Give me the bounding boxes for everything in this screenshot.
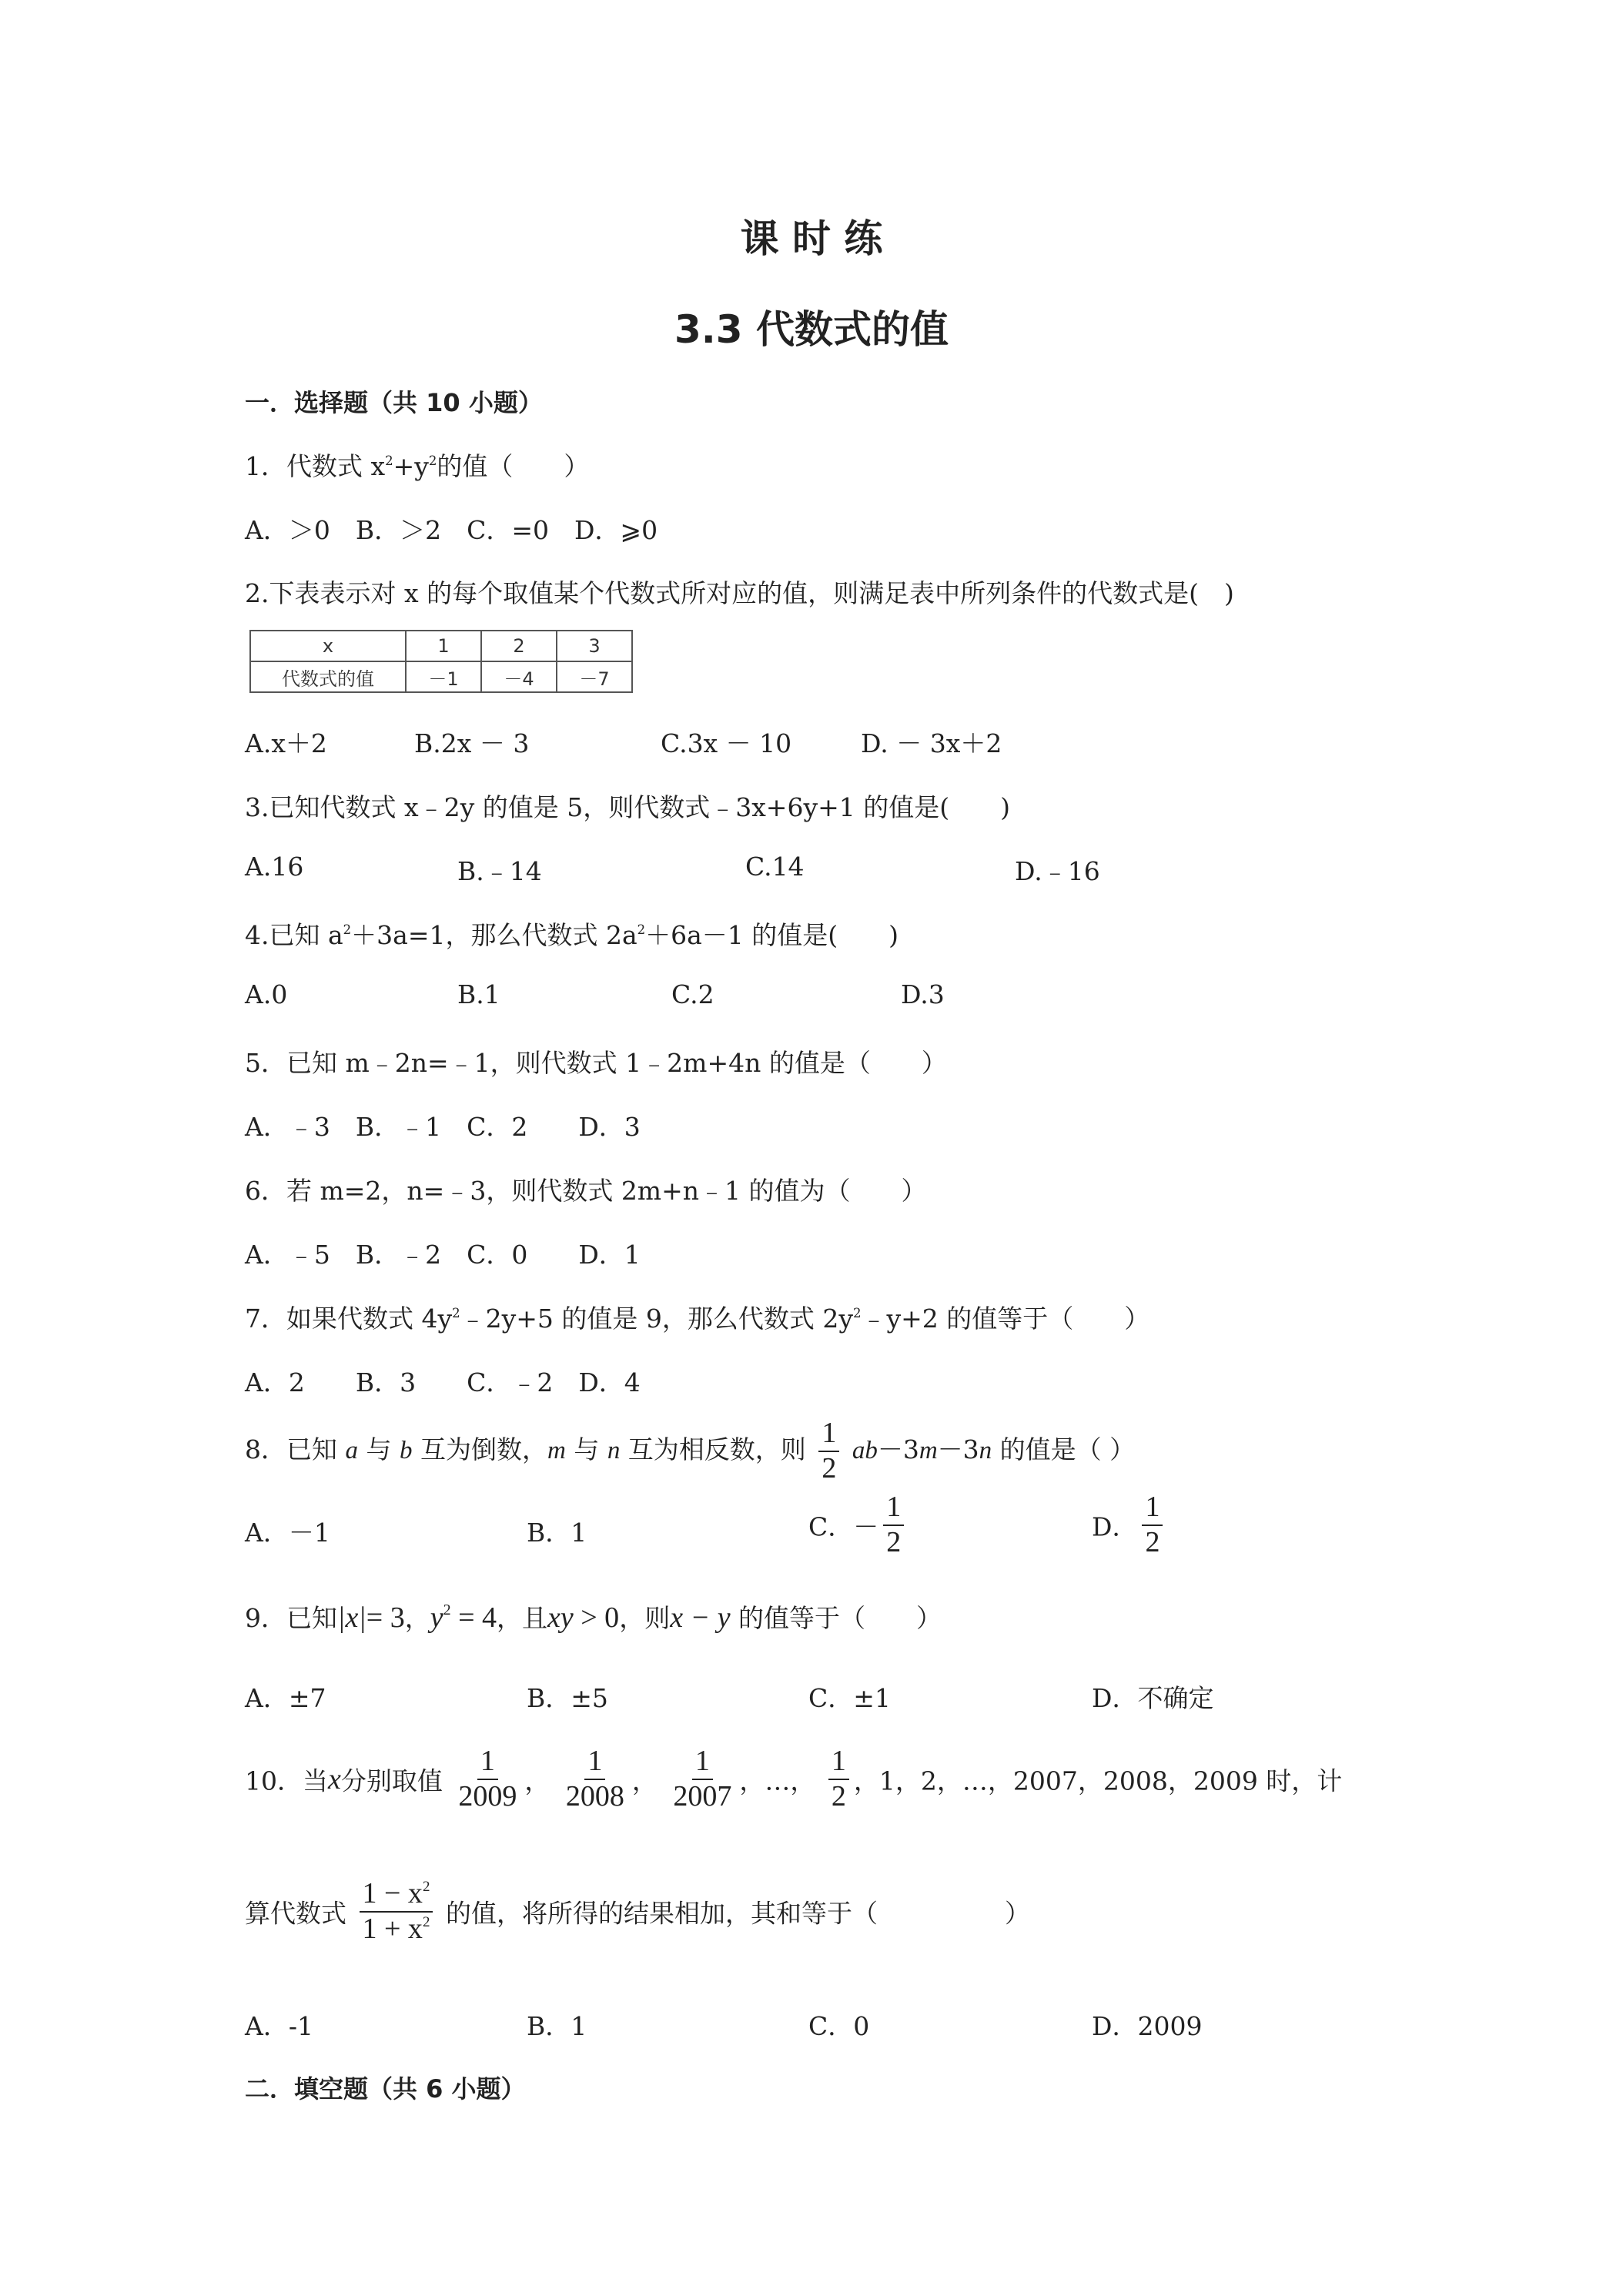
question-10-line-2: 算代数式 $\frac{1 - x^2}{1 + x^2}$ 的值，将所得的结果相加，其和等于（ ）: [245, 1877, 1030, 1945]
question-3: 3.已知代数式 x﹣2y 的值是 5，则代数式﹣3x+6y+1 的值是( ): [245, 792, 1010, 822]
question-7: 7．如果代数式 $4y^2﹣2y+5$ 的值是 9，那么代数式 $2y^2﹣y+2$ 的值等于（ ）: [245, 1304, 1150, 1334]
table-cell: －7: [557, 661, 632, 692]
q4-option-a: A.0: [245, 979, 288, 1009]
page-title: 课 时 练: [740, 216, 883, 261]
q9-option-c: C．±1: [808, 1683, 891, 1713]
question-5: 5．已知 m﹣2n=﹣1，则代数式 1﹣2m+4n 的值是（ ）: [245, 1048, 947, 1078]
section-2-title: 二．填空题（共 6 小题）: [245, 2074, 526, 2104]
question-4: 4.已知 $a^2+3a=1$，那么代数式 $2a^2+6a-1$ 的值是( ): [245, 920, 899, 950]
q9-option-a: A．±7: [245, 1683, 326, 1713]
q10-option-c: C．0: [808, 2011, 870, 2041]
table-cell: 3: [557, 631, 632, 661]
table-row: [250, 661, 632, 692]
q3-option-d: D.﹣16: [1015, 856, 1100, 886]
q10-option-d: D．2009: [1092, 2011, 1203, 2041]
question-10: 10．当x分别取值 $\frac{1}{2009}$ ， $\frac{1}{2008}$ ， $\frac{1}{2007}$ ，…， $\frac{1}{2}$ ，1，2，…，2007，2008，2009 时，计: [245, 1745, 1343, 1812]
table-row: [250, 631, 632, 661]
q7-options: A．2 B．3 C．﹣2 D．4: [245, 1367, 641, 1397]
table-cell: x: [250, 631, 406, 661]
q8-option-c: C．－ $\frac{1}{2}$: [808, 1492, 909, 1558]
q4-option-d: D.3: [901, 979, 945, 1009]
section-1-title: 一．选择题（共 10 小题）: [245, 388, 543, 417]
table-cell: －1: [406, 661, 481, 692]
q9-option-d: D．不确定: [1092, 1683, 1214, 1713]
q2-option-d: D. － 3x＋2: [861, 728, 1002, 758]
q10-option-a: A．-1: [245, 2011, 313, 2041]
q4-option-b: B.1: [457, 979, 500, 1009]
q5-options: A．﹣3 B．﹣1 C．2 D．3: [245, 1112, 641, 1142]
fraction: $\frac{1}{2}$: [828, 1746, 849, 1812]
q2-option-a: A.x＋2: [245, 728, 327, 758]
table-cell: 2: [481, 631, 557, 661]
q3-option-a: A.16: [245, 852, 304, 882]
question-8: 8．已知 a 与 b 互为倒数，m 与 n 互为相反数，则 $\frac{1}{2}$ ab－3m－3n 的值是（ ）: [245, 1417, 1136, 1484]
q1-options: A．＞0 B．＞2 C．=0 D．⩾0: [245, 515, 658, 545]
table-cell: 1: [406, 631, 481, 661]
q9-option-b: B．±5: [527, 1683, 608, 1713]
q4-option-c: C.2: [671, 979, 714, 1009]
q6-options: A．﹣5 B．﹣2 C．0 D．1: [245, 1240, 641, 1270]
q3-option-c: C.14: [745, 852, 805, 882]
fraction: $\frac{1}{2008}$: [565, 1745, 624, 1812]
table-cell: －4: [481, 661, 557, 692]
q8-option-b: B．1: [527, 1518, 587, 1548]
q8-option-a: A．－1: [245, 1518, 330, 1548]
page-subtitle: 3.3 代数式的值: [674, 307, 949, 352]
fraction: $\frac{1 - x^2}{1 + x^2}$: [360, 1879, 433, 1945]
value-table: [249, 630, 633, 693]
question-6: 6．若 m=2，n=﹣3，则代数式 2m+n﹣1 的值为（ ）: [245, 1176, 927, 1206]
fraction: $\frac{1}{2009}$: [458, 1745, 517, 1812]
fraction: $\frac{1}{2007}$: [673, 1745, 732, 1812]
fraction: $\frac{1}{2}$: [818, 1418, 839, 1484]
q3-option-b: B.﹣14: [457, 856, 542, 886]
q2-option-b: B.2x － 3: [414, 728, 530, 758]
table-cell: 代数式的值: [250, 661, 406, 692]
question-9: 9．已知|x|= 3，$y^2 = 4$，且xy > 0，则x − y 的值等于（ ）: [245, 1602, 942, 1634]
q8-option-d: D． $\frac{1}{2}$: [1092, 1492, 1167, 1558]
question-2: 2.下表表示对 x 的每个取值某个代数式所对应的值，则满足表中所列条件的代数式是( ): [245, 578, 1234, 608]
question-1: 1．代数式 $x^2+y^2$的值（ ）: [245, 451, 590, 481]
q2-option-c: C.3x － 10: [661, 728, 792, 758]
q10-option-b: B．1: [527, 2011, 587, 2041]
